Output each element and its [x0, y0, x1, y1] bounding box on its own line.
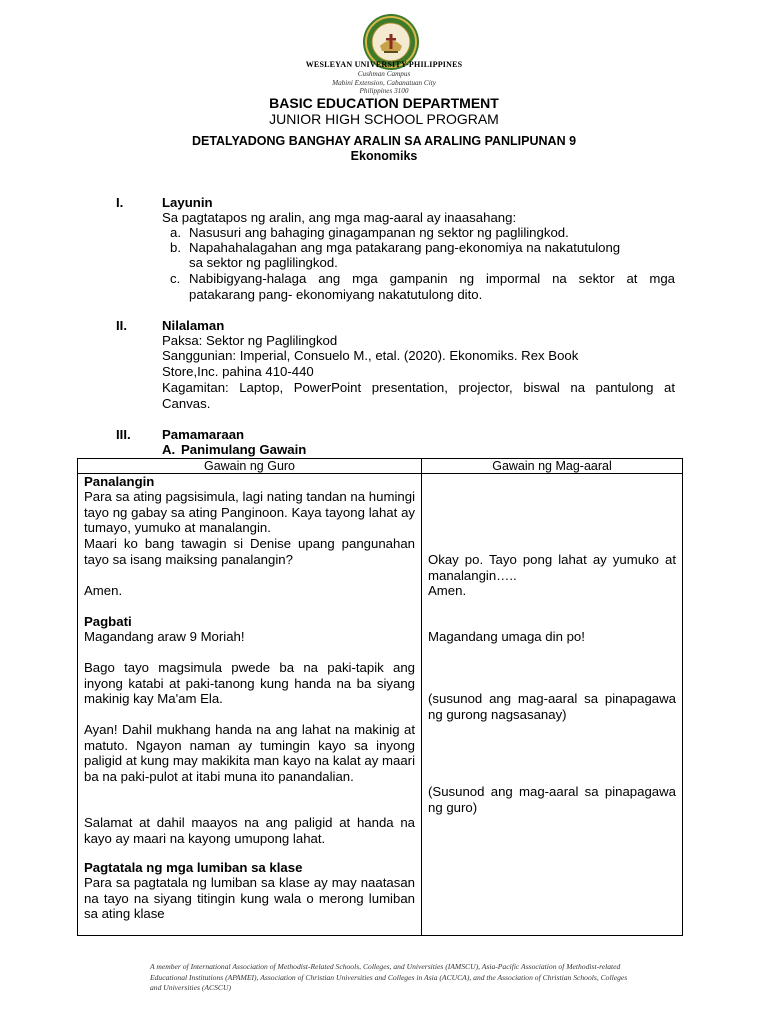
student-response: Amen.	[428, 583, 467, 598]
table-row	[78, 474, 683, 936]
campus-line: Cushman Campus	[357, 70, 411, 78]
materials-line: Kagamitan: Laptop, PowerPoint presentation, projector, biswal na pantulong at	[162, 380, 675, 395]
objective-item: Nasusuri ang bahaging ginagampanan ng sektor ng paglilingkod.	[189, 225, 569, 240]
section-numeral: II.	[116, 318, 127, 333]
lesson-plan-title: DETALYADONG BANGHAY ARALIN SA ARALING PANLIPUNAN 9	[191, 134, 577, 148]
column-header-student: Gawain ng Mag-aaral	[422, 459, 683, 474]
program-title: JUNIOR HIGH SCHOOL PROGRAM	[269, 111, 499, 127]
sub-heading-panimulang-gawain: Panimulang Gawain	[181, 442, 307, 457]
prayer-text: Para sa ating pagsisimula, lagi nating tandan na humingi tayo ng gabay sa ating Panginoon. Kaya tayong lahat ay tumayo, yumuko at manalangin.	[84, 489, 415, 535]
heading-panalangin: Panalangin	[84, 474, 155, 489]
heading-pagtatala: Pagtatala ng mga lumiban sa klase	[84, 860, 303, 875]
objective-item-cont: patakarang pang- ekonomiyang nakatutulong dito.	[189, 287, 483, 302]
student-cell	[422, 474, 683, 936]
objective-item: Nabibigyang-halaga ang mga gampanin ng impormal na sektor at mga	[189, 271, 675, 286]
campus-address	[0, 70, 768, 96]
column-header-teacher: Gawain ng Guro	[78, 459, 422, 474]
student-response: Magandang umaga din po!	[428, 629, 585, 644]
materials-line-cont: Canvas.	[162, 396, 211, 411]
topic-line: Paksa: Sektor ng Paglilingkod	[162, 333, 338, 348]
attendance-text: Para sa pagtatala ng lumiban sa klase ay may naatasan na tayo na siyang titingin kung wala o merong lumiban sa ating klase	[84, 875, 415, 921]
teacher-cell	[78, 474, 422, 936]
objectives-intro: Sa pagtatapos ng aralin, ang mga mag-aaral ay inaasahang:	[162, 210, 517, 225]
sub-marker: A.	[162, 442, 176, 457]
list-marker: c.	[170, 271, 181, 286]
greeting-text: Magandang araw 9 Moriah!	[84, 629, 245, 644]
heading-pagbati: Pagbati	[84, 614, 132, 629]
section-heading-nilalaman: Nilalaman	[162, 318, 225, 333]
list-marker: a.	[170, 225, 181, 240]
section-numeral: I.	[116, 195, 124, 210]
instruction-text: Salamat at dahil maayos na ang paligid at handa na kayo ay maari na kayong umupong lahat.	[84, 815, 415, 846]
section-heading-layunin: Layunin	[162, 195, 213, 210]
objective-item: Napahahalagahan ang mga patakarang pang-ekonomiya na nakatutulong	[189, 240, 621, 255]
activities-table	[77, 458, 683, 936]
table-header-row	[78, 459, 683, 474]
objective-item-cont: sa sektor ng paglilingkod.	[189, 255, 338, 270]
amen-text: Amen.	[84, 583, 123, 598]
prayer-request-text: Maari ko bang tawagin si Denise upang pangunahan tayo sa isang maiksing panalangin?	[84, 536, 415, 567]
instruction-text: Ayan! Dahil mukhang handa na ang lahat na makinig at matuto. Ngayon naman ay tumingin kayo sa inyong paligid at kung may makikita man kayo na kalat ay maari ba na paki-pulot at itabi muna ito panandalian.	[84, 722, 415, 784]
department-title: BASIC EDUCATION DEPARTMENT	[269, 95, 499, 111]
membership-footer: A member of International Association of Methodist-Related Schools, Colleges, and Universities (IAMSCU), Asia-Pacific Association of Methodist-related Educational Institutions (APAMEI), Association of Christian Universities and Colleges in Asia (ACUCA), and the Association of Christian Schools, Colleges and Universities (ACSCU)	[150, 962, 628, 993]
list-marker: b.	[170, 240, 181, 255]
campus-line: Mabini Extension, Cabanatuan City	[332, 78, 436, 87]
student-response: (Susunod ang mag-aaral sa pinapagawa ng guro)	[428, 784, 676, 815]
section-numeral: III.	[116, 427, 131, 442]
university-name: WESLEYAN UNIVERSITY-PHILIPPINES	[305, 60, 463, 69]
section-heading-pamamaraan: Pamamaraan	[162, 427, 245, 442]
reference-line: Sanggunian: Imperial, Consuelo M., etal. (2020). Ekonomiks. Rex Book	[162, 348, 579, 363]
student-response: Okay po. Tayo pong lahat ay yumuko at manalangin…..	[428, 552, 676, 583]
campus-line: Philippines 3100	[359, 87, 409, 96]
instruction-text: Bago tayo magsimula pwede ba na paki-tapik ang inyong katabi at paki-tanong kung handa na ba siyang makinig kay Ma'am Ela.	[84, 660, 415, 706]
subject-title: Ekonomiks	[350, 149, 418, 163]
reference-line-cont: Store,Inc. pahina 410-440	[162, 364, 314, 379]
student-response: (susunod ang mag-aaral sa pinapagawa ng gurong nagsasanay)	[428, 691, 676, 722]
